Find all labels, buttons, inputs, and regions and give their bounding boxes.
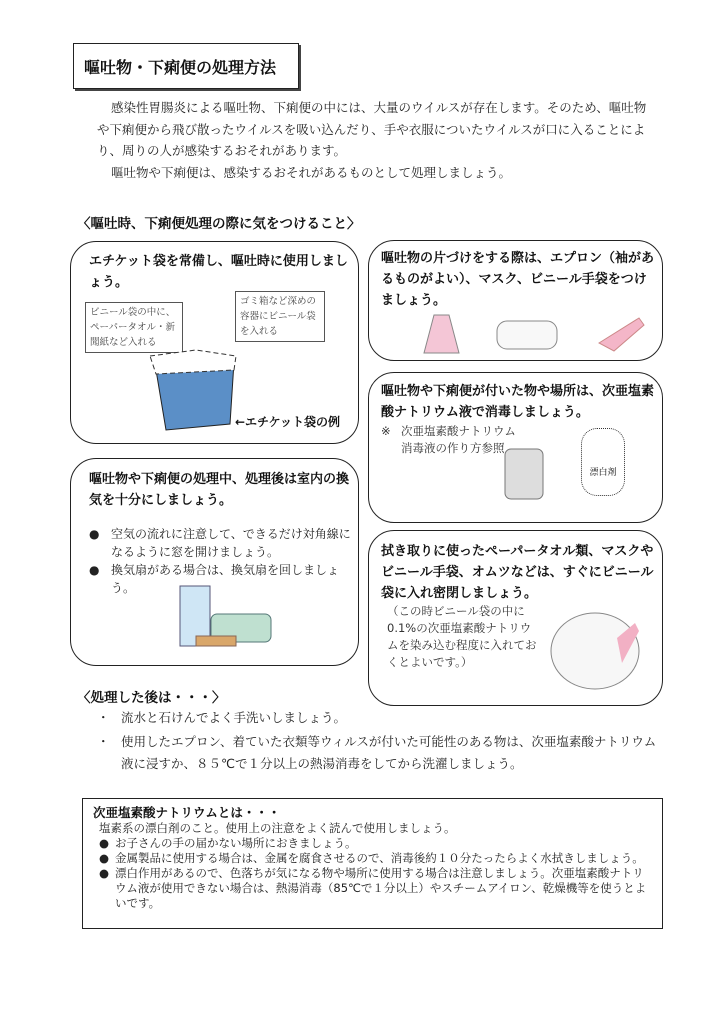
ventilation-box: [70, 458, 359, 666]
seal-waste-box: [368, 530, 663, 706]
after-item: ・ 使用したエプロン、着ていた衣類等ウィルスが付いた可能性のある物は、次亜塩素酸ナトリウム液に浸すか、８５℃で１分以上の熱湯消毒をしてから洗濯しましょう。: [97, 734, 657, 771]
after-item: ・ 流水と石けんでよく手洗いしましょう。: [97, 710, 347, 725]
callout-left: ビニール袋の中に、ペーパータオル・新聞紙など入れる: [85, 302, 183, 353]
etiquette-bag-box: [70, 241, 359, 444]
room-window-sofa-illustration: [176, 584, 276, 659]
etiquette-bag-text: エチケット袋を常備し、嘔吐時に使用しましょう。: [89, 254, 348, 290]
intro-text-2: 嘔吐物や下痢便は、感染するおそれがあるものとして処理しましょう。: [111, 164, 512, 180]
seal-waste-note: （この時ビニール袋の中に0.1%の次亜塩素酸ナトリウムを染み込む程度に入れておくとよいです。）: [387, 604, 537, 669]
section-heading-precautions: 〈嘔吐時、下痢便処理の際に気をつけること〉: [77, 216, 361, 232]
section-heading-after: 〈処理した後は・・・〉: [77, 690, 226, 706]
bleach-character: [581, 428, 625, 496]
ventilation-text: 嘔吐物や下痢便の処理中、処理後は室内の換気を十分にしましょう。: [89, 472, 350, 508]
seal-waste-text: 拭き取りに使ったペーパータオル類、マスクやビニール手袋、オムツなどは、すぐにビニール袋に入れ密閉しましょう。: [381, 544, 654, 601]
callout-right: ゴミ箱など深めの容器にビニール袋を入れる: [235, 291, 325, 342]
protective-gear-box: [368, 240, 663, 361]
info-lead: 塩素系の漂白剤のこと。使用上の注意をよく読んで使用しましょう。: [99, 821, 456, 835]
page-title: 嘔吐物・下痢便の処理方法: [73, 43, 299, 89]
intro-text-1: 感染性胃腸炎による嘔吐物、下痢便の中には、大量のウイルスが存在します。そのため、嘔吐物や下痢便から飛び散ったウイルスを吸い込んだり、手や衣服についたウイルスが口に入ることにより、周りの人が感染するおそれがあります。: [97, 100, 647, 158]
bullet-item: ● 空気の流れに注意して、できるだけ対角線になるように窓を開けましょう。: [89, 527, 351, 559]
wiping-cloth-icon: [499, 441, 549, 516]
info-item: ● 金属製品に使用する場合は、金属を腐食させるので、消毒後約１０分たったらよく水拭きしましょう。: [99, 851, 644, 865]
info-title: 次亜塩素酸ナトリウムとは・・・: [93, 805, 281, 820]
disinfect-box: [368, 372, 663, 523]
info-item: ● お子さんの手の届かない場所におきましょう。: [99, 836, 357, 850]
apron-mask-gloves-illustration: [419, 313, 649, 358]
bleach-label: 漂白剤: [589, 468, 617, 478]
disinfect-note: 次亜塩素酸ナトリウム消毒液の作り方参照: [401, 424, 516, 455]
etiquette-bag-caption: ←エチケット袋の例: [235, 415, 340, 429]
info-item: ● 漂白作用があるので、色落ちが気になる物や場所に使用する場合は注意しましょう。次亜塩素酸ナトリウム液が使用できない場合は、熱湯消毒（85℃で１分以上）やスチームアイロン、乾燥機等を使うとよいです。: [99, 866, 647, 910]
sodium-hypochlorite-info-box: [82, 798, 663, 929]
note-mark: ※: [381, 424, 391, 438]
bullet-item: ● 換気扇がある場合は、換気扇を回しましょう。: [89, 563, 340, 595]
sealed-bag-illustration: [547, 593, 652, 693]
intro-paragraph: [97, 97, 657, 183]
after-list: [97, 707, 657, 775]
trash-bin-illustration: [146, 342, 246, 432]
protective-gear-text: 嘔吐物の片づけをする際は、エプロン（袖があるものがよい）、マスク、ビニール手袋をつけましょう。: [381, 251, 655, 308]
disinfect-text: 嘔吐物や下痢便が付いた物や場所は、次亜塩素酸ナトリウム液で消毒しましょう。: [381, 384, 655, 420]
